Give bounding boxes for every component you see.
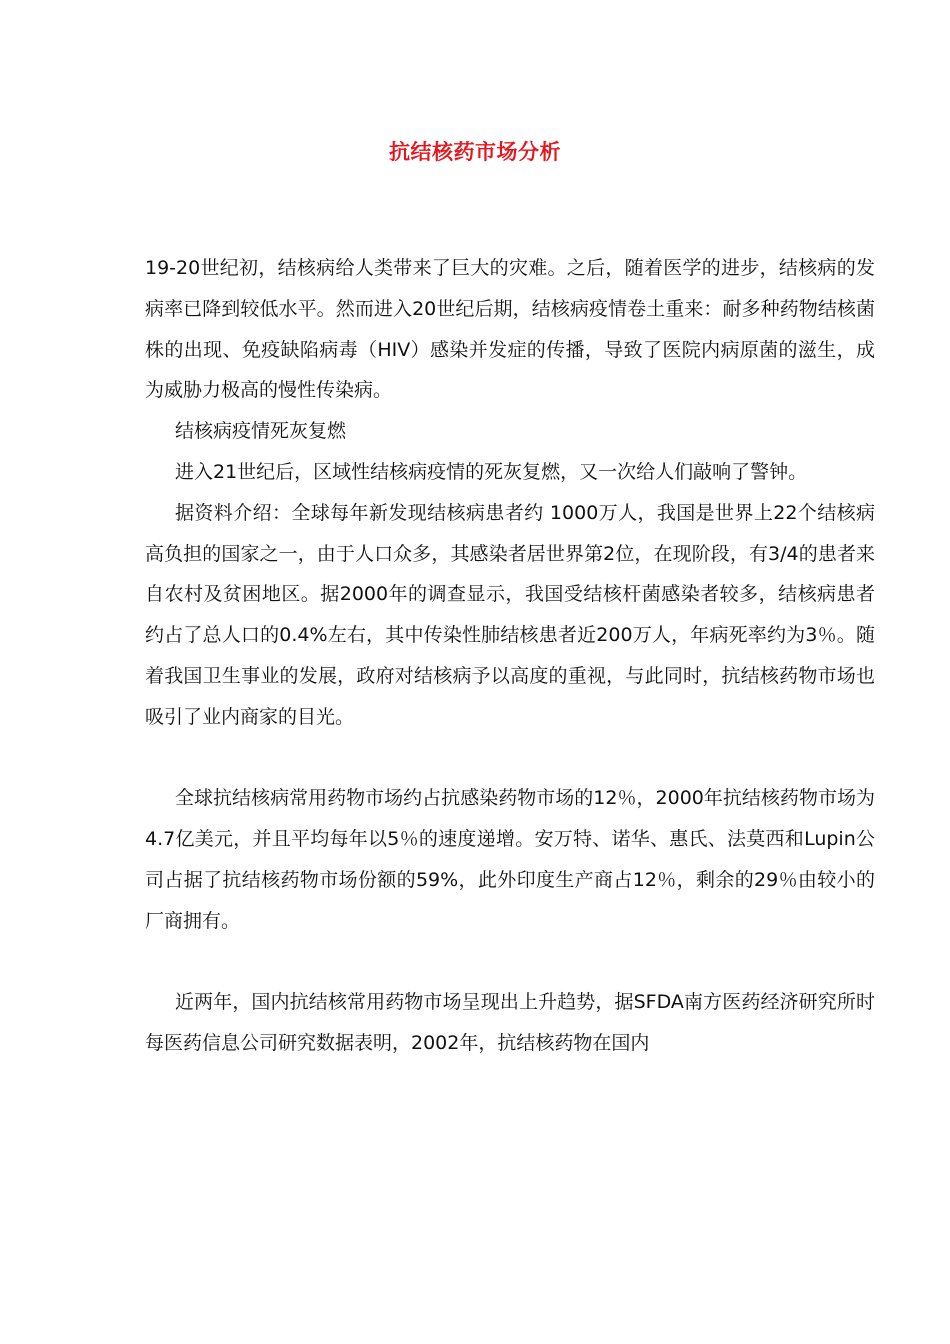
paragraph-21st-century: 进入21世纪后，区域性结核病疫情的死灰复燃，又一次给人们敲响了警钟。 <box>175 460 808 483</box>
paragraph-global-market: 全球抗结核病常用药物市场约占抗感染药物市场的12％，2000年抗结核药物市场为4.7亿美元，并且平均每年以5％的速度递增。安万特、诺华、惠氏、法莫西和Lupin公司占据了抗结核药物市场份额的59%，此外印度生产商占12％，剩余的29％由较小的厂商拥有。 <box>145 787 875 932</box>
document-title: 抗结核药市场分析 <box>389 140 561 164</box>
paragraph-statistics: 据资料介绍：全球每年新发现结核病患者约 1000万人，我国是世界上22个结核病高负担的国家之一，由于人口众多，其感染者居世界第2位，在现阶段，有3/4的患者来自农村及贫困地区。据2000年的调查显示，我国受结核杆菌感染者较多，结核病患者约占了总人口的0.4%左右，其中传染性肺结核患者近200万人，年病死率约为3％。随着我国卫生事业的发展，政府对结核病予以高度的重视，与此同时，抗结核药物市场也吸引了业内商家的目光。 <box>145 501 875 728</box>
paragraph-domestic-market: 近两年，国内抗结核常用药物市场呈现出上升趋势，据SFDA南方医药经济研究所时每医药信息公司研究数据表明，2002年，抗结核药物在国内 <box>145 991 875 1055</box>
document-body <box>145 248 875 1064</box>
paragraph-spacer <box>145 942 875 983</box>
paragraph-intro: 19-20世纪初，结核病给人类带来了巨大的灾难。之后，随着医学的进步，结核病的发病率已降到较低水平。然而进入20世纪后期，结核病疫情卷土重来：耐多种药物结核菌株的出现、免疫缺陷病毒（HIV）感染并发症的传播，导致了医院内病原菌的滋生，成为威胁力极高的慢性传染病。 <box>145 257 875 402</box>
paragraph-spacer <box>145 738 875 779</box>
section-heading: 结核病疫情死灰复燃 <box>175 420 347 443</box>
